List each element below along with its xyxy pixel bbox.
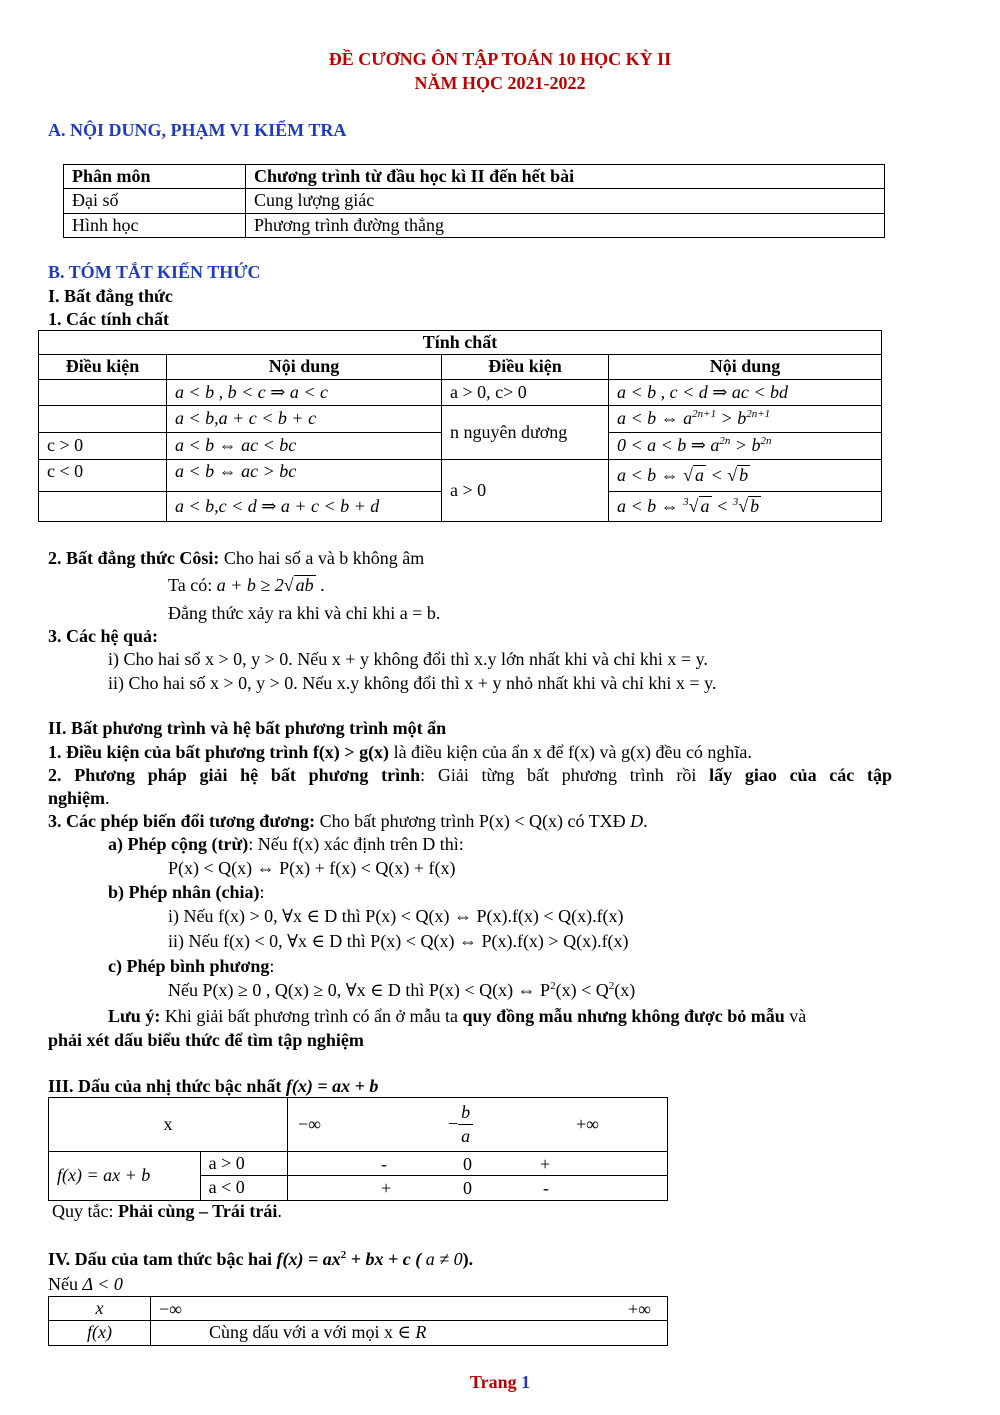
props-content	[609, 405, 882, 432]
p2-text: : Giải từng bất phương trình rồi	[420, 765, 710, 785]
props-content: a < b , b < c ⇒ a < c	[167, 379, 442, 405]
corollary-label: 3. Các hệ quả:	[48, 626, 159, 646]
lst-frac	[458, 1101, 473, 1147]
part2-p2-cont	[48, 787, 110, 810]
section-b-heading: B. TÓM TẮT KIẾN THỨC	[48, 262, 261, 282]
qst-fx: f(x)	[49, 1321, 151, 1345]
p3-text: Cho bất phương trình P(x) < Q(x) có TXĐ	[315, 811, 631, 831]
p1-text: là điều kiện của ẩn x để f(x) và g(x) đều có nghĩa.	[389, 742, 752, 762]
scope-cell: Đại số	[64, 189, 246, 213]
lst-pos-inf: +∞	[576, 1114, 599, 1134]
rule-c-bold: c) Phép bình phương	[108, 956, 270, 976]
cauchy-formula-line: Ta có: a + b ≥ 2√ ab .	[168, 575, 325, 595]
rule-c	[108, 955, 274, 978]
p3-end: .	[643, 811, 648, 831]
formula-sup: 3	[732, 495, 739, 508]
delta-sym: Δ < 0	[82, 1274, 123, 1294]
rule-c-sup: 2	[550, 980, 556, 992]
props-cond: a > 0, c> 0	[442, 379, 609, 405]
lst-axis	[288, 1098, 668, 1152]
section-a-heading: A. NỘI DUNG, PHẠM VI KIỂM TRA	[48, 120, 347, 140]
lst-row	[288, 1152, 668, 1176]
formula-sup: 3	[683, 495, 689, 508]
part2-p1	[48, 741, 752, 764]
formula-radicand: b	[739, 464, 749, 485]
qst-x: x	[49, 1297, 151, 1321]
formula-sup: 2n	[719, 435, 731, 448]
lst-cond: a < 0	[200, 1176, 287, 1200]
rule-a-bold: a) Phép cộng (trừ)	[108, 834, 249, 854]
formula-radicand: a	[700, 495, 710, 516]
part4-formula2: + bx + c (	[346, 1249, 422, 1269]
lst-sign: 0	[463, 1153, 472, 1174]
page-footer	[0, 1371, 1000, 1394]
doc-title: ĐỀ CƯƠNG ÔN TẬP TOÁN 10 HỌC KỲ II	[328, 49, 672, 69]
p2-bold3: nghiệm	[48, 788, 106, 808]
rule-c-part: Nếu P(x) ≥ 0 , Q(x) ≥ 0, ∀x ∈ D thì P(x) < Q(x) ⇔ P	[168, 980, 551, 1000]
rule-c-part: (x)	[614, 980, 636, 1000]
formula-radicand: b	[750, 495, 760, 516]
properties-table	[38, 330, 882, 522]
rule-c-sup: 2	[608, 980, 615, 992]
cauchy-label: 2. Bất đẳng thức Côsi:	[48, 548, 220, 568]
lst-root	[448, 1101, 473, 1147]
rule-c-formula	[168, 979, 635, 1002]
rule-prefix: Quy tắc:	[52, 1201, 118, 1221]
linear-sign-table	[48, 1097, 668, 1201]
cauchy-prefix: Ta có:	[168, 575, 217, 595]
props-cond: a > 0	[442, 459, 609, 521]
props-cond	[39, 379, 167, 405]
note-bold2: quy đồng mẫu nhưng không được bỏ mẫu	[462, 1006, 785, 1026]
props-content	[609, 432, 882, 459]
formula-part: a < b ⇔	[617, 464, 684, 485]
formula-part: <	[706, 464, 728, 485]
p2-bold2: lấy giao của các tập	[709, 765, 892, 785]
rule-end: .	[277, 1201, 282, 1221]
lst-row	[288, 1176, 668, 1200]
formula-sup: 2n	[760, 435, 772, 448]
footer-label: Trang	[469, 1372, 522, 1392]
props-head: Điều kiện	[442, 355, 609, 379]
part4-text: IV. Dấu của tam thức bậc hai	[48, 1249, 277, 1269]
formula-sup: 2n+1	[692, 408, 717, 421]
qst-sign	[151, 1321, 668, 1345]
part2-heading: II. Bất phương trình và hệ bất phương trình một ẩn	[48, 718, 447, 738]
props-cond: n nguyên dương	[442, 405, 609, 459]
props-content: a < b ⇔ $^3$√ a < $^3$√ b	[609, 491, 882, 521]
props-content: a < b , c < d ⇒ ac < bd	[609, 379, 882, 405]
props-content: a < b,c < d ⇒ a + c < b + d	[167, 491, 442, 521]
corollary-ii: ii) Cho hai số x > 0, y > 0. Nếu x.y không đổi thì x + y nhỏ nhất khi và chỉ khi x = y.	[108, 673, 717, 693]
formula-part: a < b ⇔ a	[617, 408, 693, 429]
props-content: a < b ⇔ √ a < √ b	[609, 459, 882, 491]
lst-frac-num: b	[458, 1101, 473, 1125]
rule-c-text: :	[269, 956, 275, 976]
rule-line	[52, 1200, 282, 1223]
props-cond: c < 0	[39, 459, 167, 491]
cauchy-radicand: ab	[295, 575, 314, 595]
props-content: a < b,a + c < b + c	[167, 405, 442, 432]
part4-formula: f(x) = ax	[276, 1249, 341, 1269]
formula-part: a < b ⇔	[617, 495, 684, 516]
lst-sign: -	[543, 1178, 549, 1199]
part3-heading-text: III. Dấu của nhị thức bậc nhất	[48, 1076, 286, 1096]
scope-cell: Hình học	[64, 213, 246, 237]
cauchy-equality: Đẳng thức xảy ra khi và chỉ khi a = b.	[168, 603, 441, 623]
note-text2: và	[784, 1006, 807, 1026]
note-line2: phải xét dấu biểu thức để tìm tập nghiệm	[48, 1030, 364, 1050]
p1-bold: 1. Điều kiện của bất phương trình f(x) > g(x)	[48, 742, 390, 762]
cauchy-formula: a + b ≥ 2	[216, 575, 284, 595]
lst-sign: +	[381, 1178, 392, 1199]
page-number: 1	[521, 1372, 531, 1392]
formula-radicand: a	[695, 464, 705, 485]
rule-a-text: : Nếu f(x) xác định trên D thì:	[248, 834, 464, 854]
lst-frac-den: a	[461, 1125, 471, 1146]
part4-sup: 2	[340, 1249, 347, 1261]
lst-sign: 0	[463, 1178, 472, 1199]
props-content: a < b ⇔ ac > bc	[167, 459, 442, 491]
cauchy-text: Cho hai số a và b không âm	[219, 548, 425, 568]
lst-neg-inf: −∞	[298, 1114, 321, 1134]
p2-bold: 2. Phương pháp giải hệ bất phương trình	[48, 765, 421, 785]
cauchy-suffix: .	[315, 575, 325, 595]
qst-R: R	[415, 1322, 427, 1343]
formula-sup: 2n+1	[746, 408, 771, 421]
part4-heading	[48, 1248, 473, 1271]
quadratic-sign-table	[48, 1296, 668, 1346]
formula-part: > b	[716, 408, 747, 429]
lst-x: x	[49, 1098, 288, 1152]
props-head: Nội dung	[609, 355, 882, 379]
lst-cond: a > 0	[200, 1152, 287, 1176]
part1-heading: I. Bất đẳng thức	[48, 286, 173, 306]
props-head: Nội dung	[167, 355, 442, 379]
qst-text: Cùng dấu với a với mọi x ∈	[209, 1322, 416, 1343]
lst-frac-sign: −	[448, 1113, 459, 1134]
props-content: a < b ⇔ ac < bc	[167, 432, 442, 459]
props-cond	[39, 405, 167, 432]
part4-cond: a ≠ 0	[421, 1249, 463, 1269]
rule-a-formula: P(x) < Q(x) ⇔ P(x) + f(x) < Q(x) + f(x)	[168, 858, 456, 878]
part3-heading-formula: f(x) = ax + b	[285, 1076, 379, 1096]
p2-end: .	[105, 788, 110, 808]
p3-D: D	[630, 811, 644, 831]
part2-p2	[48, 764, 892, 787]
props-head: Điều kiện	[39, 355, 167, 379]
doc-subtitle: NĂM HỌC 2021-2022	[414, 73, 586, 93]
note-line	[108, 1005, 806, 1028]
rule-bold: Phải cùng – Trái trái	[117, 1201, 278, 1221]
p3-bold: 3. Các phép biến đổi tương đương:	[48, 811, 316, 831]
corollary-i: i) Cho hai số x > 0, y > 0. Nếu x + y không đổi thì x.y lớn nhất khi và chỉ khi x = y.	[108, 649, 708, 669]
part2-p3	[48, 810, 648, 833]
sub1-heading: 1. Các tính chất	[48, 309, 169, 329]
delta-text: Nếu	[48, 1274, 83, 1294]
props-cond: c > 0	[39, 432, 167, 459]
rule-b-i: i) Nếu f(x) > 0, ∀x ∈ D thì P(x) < Q(x) ⇔ P(x).f(x) < Q(x).f(x)	[168, 906, 624, 926]
scope-cell: Phương trình đường thẳng	[246, 213, 885, 237]
formula-part: <	[711, 495, 733, 516]
note-bold: Lưu ý:	[108, 1006, 161, 1026]
rule-c-part: (x) < Q	[555, 980, 609, 1000]
rule-b-text: :	[259, 882, 265, 902]
formula-part: 0 < a < b ⇒ a	[617, 435, 720, 456]
scope-head-subject: Phân môn	[64, 165, 246, 189]
props-caption: Tính chất	[39, 331, 882, 355]
rule-b-bold: b) Phép nhân (chia)	[108, 882, 260, 902]
lst-fx: f(x) = ax + b	[49, 1152, 201, 1201]
props-cond	[39, 491, 167, 521]
scope-cell: Cung lượng giác	[246, 189, 885, 213]
qst-pos-inf: +∞	[628, 1299, 651, 1320]
scope-head-program: Chương trình từ đầu học kì II đến hết bài	[246, 165, 885, 189]
part3-heading	[48, 1075, 378, 1098]
qst-neg-inf: −∞	[159, 1299, 182, 1320]
scope-table	[63, 164, 885, 238]
note-text: Khi giải bất phương trình có ẩn ở mẫu ta	[160, 1006, 463, 1026]
lst-sign: -	[381, 1153, 387, 1174]
cauchy-line	[48, 547, 424, 570]
delta-line	[48, 1273, 123, 1296]
rule-b-ii: ii) Nếu f(x) < 0, ∀x ∈ D thì P(x) < Q(x) ⇔ P(x).f(x) > Q(x).f(x)	[168, 931, 629, 951]
part4-end: ).	[462, 1249, 474, 1269]
qst-axis	[151, 1297, 668, 1321]
lst-sign: +	[540, 1153, 551, 1174]
formula-part: > b	[730, 435, 761, 456]
rule-b	[108, 881, 265, 904]
rule-a	[108, 833, 464, 856]
